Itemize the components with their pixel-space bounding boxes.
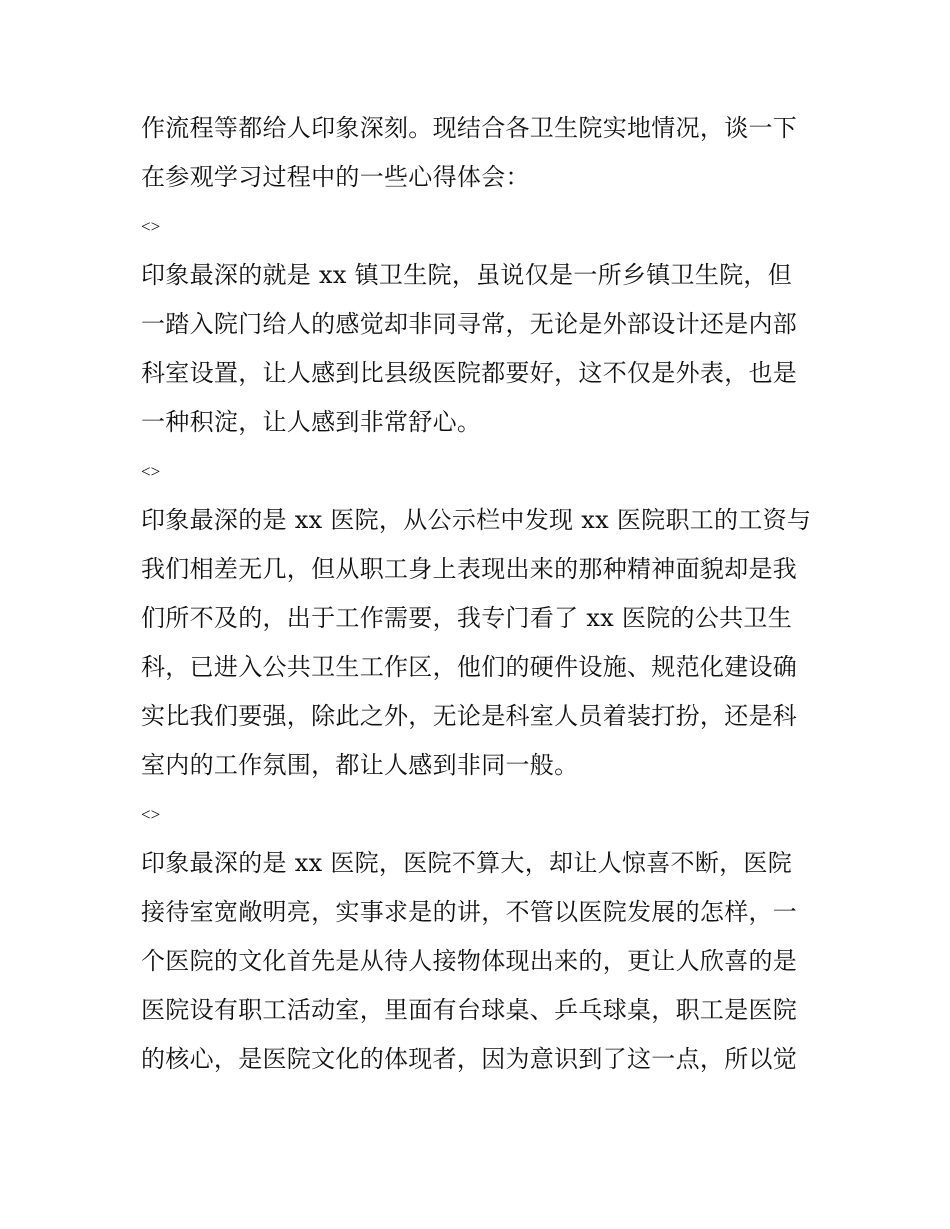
text-line: 印象最深的就是 xx 镇卫生院，虽说仅是一所乡镇卫生院，但 — [141, 261, 793, 289]
text-line: 实比我们要强，除此之外，无论是科室人员着装打扮，还是科 — [141, 702, 798, 730]
text-line: 的核心，是医院文化的体现者，因为意识到了这一点，所以觉 — [141, 1045, 798, 1073]
section-marker: <> — [141, 805, 161, 824]
text-line: 作流程等都给人印象深刻。现结合各卫生院实地情况，谈一下 — [141, 114, 798, 142]
text-line: 一踏入院门给人的感觉却非同寻常，无论是外部设计还是内部 — [141, 310, 798, 338]
text-line: 医院设有职工活动室，里面有台球桌、乒乓球桌，职工是医院 — [141, 996, 798, 1024]
text-line: 室内的工作氛围，都让人感到非同一般。 — [141, 751, 579, 779]
text-line: 科室设置，让人感到比县级医院都要好，这不仅是外表，也是 — [141, 359, 798, 387]
section-marker: <> — [141, 462, 161, 481]
text-line: 个医院的文化首先是从待人接物体现出来的，更让人欣喜的是 — [141, 947, 798, 975]
text-line: 科，已进入公共卫生工作区，他们的硬件设施、规范化建设确 — [141, 653, 798, 681]
document-body — [141, 104, 813, 1084]
text-line: 我们相差无几，但从职工身上表现出来的那种精神面貌却是我 — [141, 555, 798, 583]
text-line: 印象最深的是 xx 医院，从公示栏中发现 xx 医院职工的工资与 — [141, 506, 812, 534]
text-line: 接待室宽敞明亮，实事求是的讲，不管以医院发展的怎样，一 — [141, 898, 798, 926]
text-line: 一种积淀，让人感到非常舒心。 — [141, 408, 482, 436]
text-line: 们所不及的，出于工作需要，我专门看了 xx 医院的公共卫生 — [141, 604, 793, 632]
section-marker: <> — [141, 217, 161, 236]
text-line: 印象最深的是 xx 医院，医院不算大，却让人惊喜不断，医院 — [141, 849, 793, 877]
text-line: 在参观学习过程中的一些心得体会： — [141, 163, 530, 191]
